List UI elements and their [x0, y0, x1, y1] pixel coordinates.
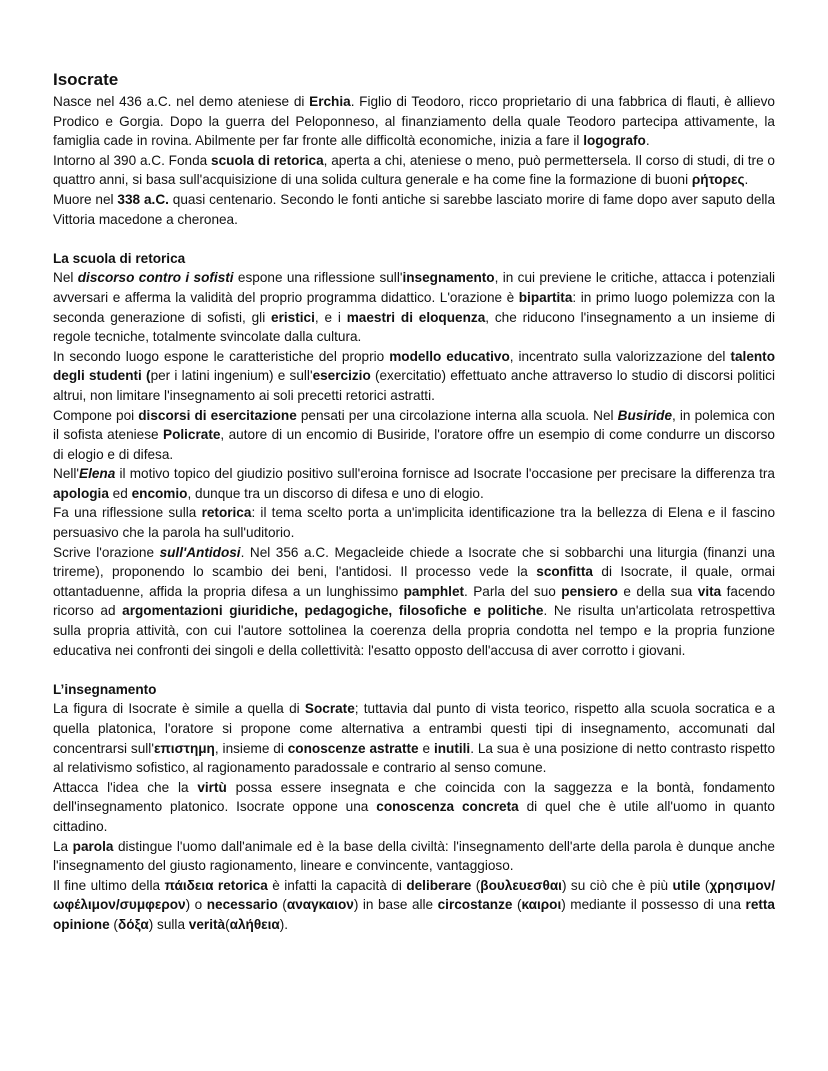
paragraph — [53, 876, 775, 935]
emphasized-text: discorsi di esercitazione — [138, 407, 297, 423]
text-run: . La sua è una posizione di netto contrasto rispetto al relativismo sofistico, al ragionamento paradossale e contrario al senso comune. — [53, 740, 776, 776]
emphasized-text: vita — [697, 583, 722, 599]
emphasized-text: Elena — [79, 466, 116, 482]
text-run: : in primo luogo polemizza con la seconda generazione di sofisti, gli — [53, 289, 775, 325]
text-run: Nel — [53, 270, 78, 286]
emphasized-text: argomentazioni giuridiche, pedagogiche, filosofiche e politiche — [122, 603, 544, 619]
text-run: ). — [279, 916, 289, 932]
emphasized-text: necessario — [206, 897, 278, 913]
text-run: . — [744, 172, 749, 188]
emphasized-text: αναγκαιον — [286, 897, 354, 913]
text-run: , insieme di — [214, 740, 288, 756]
section-heading: L’insegnamento — [53, 681, 157, 697]
text-run: Attacca l'idea che la — [53, 779, 198, 795]
text-run: di Isocrate, il quale, ormai ottantaduenne, affida la propria difesa a un lunghissimo — [53, 564, 775, 599]
text-run: per i latini ingenium) e sull' — [150, 368, 313, 384]
document-body — [53, 92, 775, 935]
emphasized-text: sull'Antidosi — [159, 544, 241, 560]
text-run: Il fine ultimo della — [53, 877, 165, 893]
section-heading: La scuola di retorica — [53, 250, 186, 266]
emphasized-text: maestri di eloquenza — [346, 309, 486, 325]
paragraph — [53, 464, 775, 503]
paragraph — [53, 92, 775, 151]
text-run: , che riducono l'insegnamento a un insieme di regole tecniche, totalmente svincolate dalla cultura. — [53, 309, 775, 345]
paragraph — [53, 699, 775, 777]
text-run: facendo ricorso ad — [53, 583, 776, 619]
text-run: ( — [109, 916, 118, 932]
emphasized-text: retorica — [201, 505, 252, 521]
text-run: . Parla del suo — [464, 583, 562, 599]
emphasized-text: Busiride — [617, 407, 673, 423]
emphasized-text: bipartita — [518, 289, 573, 305]
text-run: Compone poi — [53, 407, 139, 423]
emphasized-text: retta opinione — [53, 897, 775, 932]
emphasized-text: Policrate — [163, 427, 221, 443]
emphasized-text: utile — [672, 877, 701, 893]
paragraph — [53, 778, 775, 837]
text-run: . — [645, 133, 650, 149]
text-run: ) o — [185, 897, 207, 913]
text-run: ( — [700, 877, 710, 893]
emphasized-text: 338 a.C. — [117, 191, 169, 207]
emphasized-text: ρήτορες — [691, 172, 745, 188]
text-run: e della sua — [617, 583, 698, 599]
text-run: e — [418, 740, 434, 756]
paragraph — [53, 543, 775, 661]
text-run: Intorno al 390 a.C. Fonda — [53, 152, 212, 168]
text-run: ( — [471, 877, 481, 893]
emphasized-text: virtù — [197, 779, 227, 795]
text-run: il motivo topico del giudizio positivo sull'eroina fornisce ad Isocrate l'occasione per precisare la differenza tra — [115, 466, 775, 482]
emphasized-text: δόξα — [117, 916, 149, 932]
text-run: pensati per una circolazione interna alla scuola. Nel — [296, 407, 618, 423]
text-run: . Nel 356 a.C. Megacleide chiede a Isocrate che si sobbarchi una liturgia (finanzi una trireme), proponendo lo scambio dei beni, l'antidosi. Il processo vede la — [53, 544, 775, 580]
emphasized-text: sconfitta — [536, 564, 593, 580]
emphasized-text: Socrate — [304, 701, 355, 717]
text-run: La — [53, 838, 73, 854]
text-run: , in cui previene le critiche, attacca i potenziali avversari e afferma la validità del proprio programma didattico. L'orazione è — [53, 270, 775, 305]
emphasized-text: βουλευεσθαι — [480, 877, 562, 893]
text-run: di quel che è utile all'uomo in quanto cittadino. — [53, 799, 775, 834]
emphasized-text: pensiero — [561, 583, 618, 599]
text-run: . Figlio di Teodoro, ricco proprietario di una fabbrica di flauti, è allievo Prodico e Gorgia. Dopo la guerra del Peloponneso, al finanziamento della quale Teodoro partecipa attivamente, la famiglia cade in rovina. Abilmente per far fronte alle difficoltà economiche, inizia a fare il — [53, 94, 775, 149]
emphasized-text: insegnamento — [402, 270, 495, 286]
text-run: ) in base alle — [353, 897, 438, 913]
text-run: quasi centenario. Secondo le fonti antiche si sarebbe lasciato morire di fame dopo aver saputo della Vittoria macedone a cheronea. — [53, 191, 776, 227]
text-run: ed — [108, 485, 132, 501]
emphasized-text: Erchia — [309, 94, 351, 109]
paragraph — [53, 268, 775, 346]
text-run: ( — [277, 897, 287, 913]
text-run: , dunque tra un discorso di difesa e uno di elogio. — [187, 485, 484, 501]
emphasized-text: verità — [188, 916, 226, 932]
emphasized-text: καιροι — [521, 897, 562, 913]
emphasized-text: πάιδεια retorica — [164, 877, 268, 893]
paragraph — [53, 837, 775, 876]
paragraph — [53, 190, 775, 229]
paragraph — [53, 151, 775, 190]
emphasized-text: encomio — [131, 485, 188, 501]
text-run: , autore di un encomio di Busiride, l'oratore offre un esempio di come condurre un discorso di elogio e di difesa. — [53, 427, 775, 462]
emphasized-text: deliberare — [406, 877, 472, 893]
emphasized-text: conoscenza concreta — [376, 799, 519, 815]
text-run: ; tuttavia dal punto di vista teorico, rispetto alla scuola socratica e a quella platonica, l'oratore si propone come alternativa a entrambi questi tipi di insegnamento, accomunati dal concentrarsi sull' — [53, 701, 775, 756]
text-run: Muore nel — [53, 191, 118, 207]
emphasized-text: αλήθεια — [229, 916, 280, 932]
emphasized-text: επιστημη — [153, 740, 215, 756]
text-run: Scrive l'orazione — [53, 544, 160, 560]
text-run: distingue l'uomo dall'animale ed è la base della civiltà: l'insegnamento dell'arte della parola è dunque anche l'insegnamento del giusto ragionamento, lineare e convincente, vantaggioso. — [53, 838, 775, 874]
text-run: ) su ciò che è più — [561, 877, 673, 893]
text-run: ( — [512, 897, 522, 913]
emphasized-text: discorso contro i sofisti — [77, 270, 234, 286]
emphasized-text: logografo — [583, 133, 646, 149]
text-run: Nell' — [53, 466, 80, 482]
emphasized-text: pamphlet — [403, 583, 465, 599]
emphasized-text: circostanze — [437, 897, 513, 913]
emphasized-text: scuola di retorica — [211, 152, 324, 168]
emphasized-text: modello educativo — [389, 348, 510, 364]
emphasized-text: conoscenze astratte — [287, 740, 419, 756]
text-run: , e i — [314, 309, 347, 325]
paragraph — [53, 406, 775, 465]
emphasized-text: talento degli studenti ( — [53, 348, 776, 384]
text-run: Nasce nel 436 a.C. nel demo ateniese di — [53, 94, 310, 109]
text-run: ( — [225, 916, 230, 932]
text-run: ) mediante il possesso di una — [561, 897, 746, 913]
emphasized-text: esercizio — [312, 368, 371, 384]
emphasized-text: χρησιμον/ωφέλιμον/συμφερον — [53, 877, 776, 913]
section-2 — [53, 680, 775, 935]
text-run: Fa una riflessione sulla — [53, 505, 202, 521]
paragraph — [53, 347, 775, 406]
section-0 — [53, 92, 775, 229]
text-run: espone una riflessione sull' — [233, 270, 403, 286]
emphasized-text: apologia — [53, 485, 109, 501]
text-run: (exercitatio) effettuato anche attraverso lo studio di discorsi politici altrui, non limitare l'insegnamento ai soli precetti retorici astratti. — [53, 368, 775, 403]
emphasized-text: parola — [72, 838, 114, 854]
text-run: In secondo luogo espone le caratteristiche del proprio — [53, 348, 390, 364]
section-1 — [53, 249, 775, 660]
text-run: possa essere insegnata e che coincida con la saggezza e la bontà, fondamento dell'insegnamento platonico. Isocrate oppone una — [53, 779, 775, 815]
emphasized-text: eristici — [271, 309, 315, 325]
text-run: è infatti la capacità di — [267, 877, 407, 893]
text-run: La figura di Isocrate è simile a quella di — [53, 701, 305, 717]
text-run: , aperta a chi, ateniese o meno, può permettersela. Il corso di studi, di tre o quattro anni, si basa sull'acquisizione di una solida cultura generale e ha come fine la formazione di buoni — [53, 152, 775, 188]
paragraph — [53, 503, 775, 542]
text-run: , in polemica con il sofista ateniese — [53, 407, 775, 443]
emphasized-text: inutili — [433, 740, 471, 756]
text-run: : il tema scelto porta a un'implicita identificazione tra la bellezza di Elena e il fascino persuasivo che la parola ha sull'uditorio. — [53, 505, 776, 541]
text-run: . Ne risulta un'articolata retrospettiva sulla propria attività, con cui l'autore sottolinea la coerenza della propria condotta nel tempo e la propria funzione educativa nei confronti dei singoli e della collettività: l'esatto opposto dell'accusa di aver corrotto i giovani. — [53, 603, 776, 658]
document-page — [53, 69, 775, 935]
text-run: ) sulla — [148, 916, 189, 932]
document-title: Isocrate — [53, 70, 119, 89]
text-run: , incentrato sulla valorizzazione del — [509, 348, 731, 364]
